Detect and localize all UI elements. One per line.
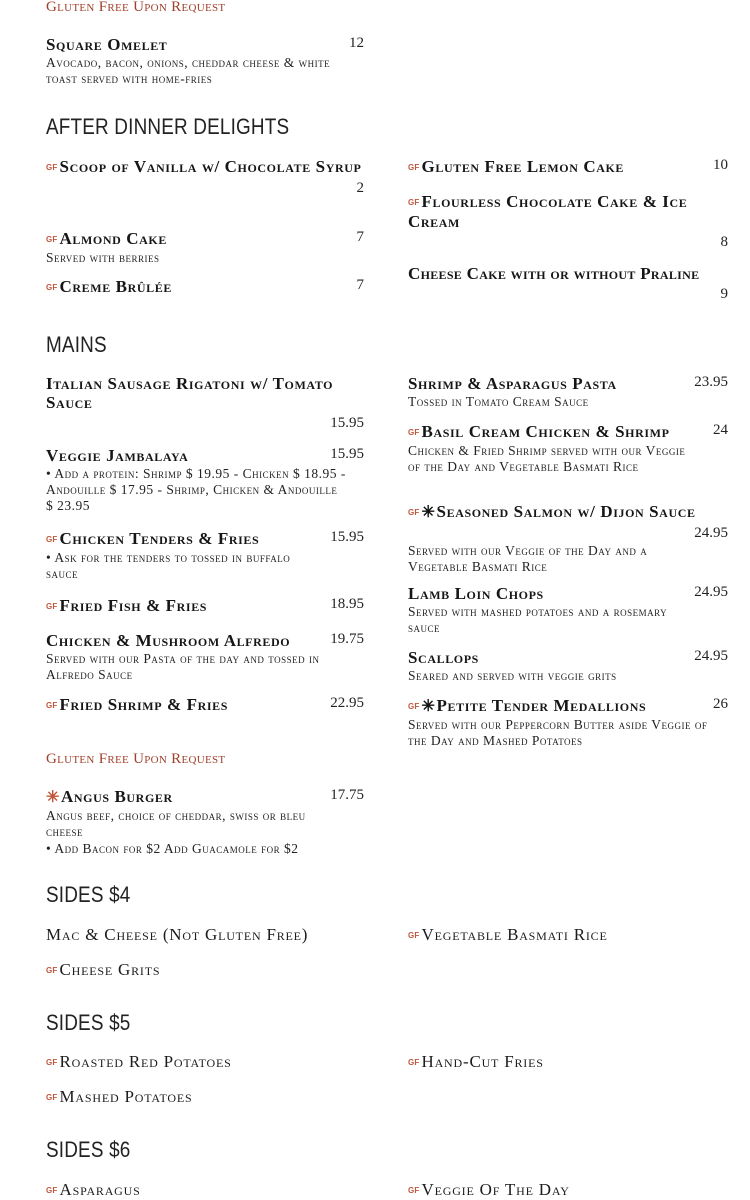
gluten-free-icon: GF xyxy=(408,428,420,437)
gluten-free-icon: GF xyxy=(46,701,58,710)
item-name: Basil Cream Chicken & Shrimp xyxy=(421,422,670,441)
section-title-sides-6: SIDES $6 xyxy=(46,1137,131,1162)
item-description: Angus beef, choice of cheddar, swiss or bleu cheese xyxy=(46,808,306,839)
item-description: Served with our Veggie of the Day and a Vegetable Basmati Rice xyxy=(408,543,648,574)
item-name: Lamb Loin Chops xyxy=(408,584,544,603)
item-name: Chicken & Mushroom Alfredo xyxy=(46,631,291,650)
asterisk-icon: ✳ xyxy=(421,698,436,715)
item-name: Fried Shrimp & Fries xyxy=(59,695,228,714)
menu-item-rigatoni xyxy=(46,374,364,432)
side-item: Mac & Cheese (Not Gluten Free) xyxy=(46,925,309,944)
item-name: Italian Sausage Rigatoni w/ Tomato Sauce xyxy=(46,374,334,412)
item-price: 8 xyxy=(720,234,728,250)
item-name: Flourless Chocolate Cake & Ice Cream xyxy=(408,192,688,231)
gluten-free-icon: GF xyxy=(46,1058,58,1067)
section-title-sides-5: SIDES $5 xyxy=(46,1010,131,1035)
menu-item-petite-tender-medallions xyxy=(408,696,728,749)
item-price: 24.95 xyxy=(694,648,728,664)
menu-item-creme-brulee xyxy=(46,277,364,297)
item-name: Petite Tender Medallions xyxy=(436,696,647,715)
item-price: 24 xyxy=(713,422,728,438)
gluten-free-note: Gluten Free Upon Request xyxy=(46,0,226,15)
item-price: 9 xyxy=(720,286,728,302)
item-price: 2 xyxy=(356,180,364,196)
item-price: 26 xyxy=(713,696,728,712)
item-description: Avocado, bacon, onions, cheddar cheese & white toast served with home-fries xyxy=(46,55,331,86)
item-description: Served with our Pasta of the day and tossed in Alfredo Sauce xyxy=(46,651,320,682)
side-item: GF Mashed Potatoes xyxy=(46,1087,193,1106)
item-addon: • Add Bacon for $2 Add Guacamole for $2 xyxy=(46,841,299,856)
gluten-free-icon: GF xyxy=(408,508,420,517)
menu-item-almond-cake xyxy=(46,229,364,266)
menu-item-fried-fish xyxy=(46,596,364,616)
gluten-free-icon: GF xyxy=(408,163,420,172)
item-price: 19.75 xyxy=(330,631,364,647)
menu-item-chicken-tenders xyxy=(46,529,364,582)
gluten-free-icon: GF xyxy=(46,1186,58,1195)
item-description: • Add a protein: Shrimp $ 19.95 - Chicken $ 18.95 - Andouille $ 17.95 - Shrimp, Chicken & Andouille $ 23.95 xyxy=(46,466,346,513)
item-name: Chicken Tenders & Fries xyxy=(59,529,260,548)
section-title-mains: MAINS xyxy=(46,332,107,357)
item-price: 15.95 xyxy=(330,446,364,462)
item-price: 10 xyxy=(713,157,728,173)
item-price: 24.95 xyxy=(694,525,728,541)
menu-item-seasoned-salmon xyxy=(408,502,728,575)
menu-item-lamb-loin-chops xyxy=(408,584,728,636)
item-price: 15.95 xyxy=(330,415,364,431)
side-item: GF Hand-Cut Fries xyxy=(408,1052,544,1071)
item-name: Scoop of Vanilla w/ Chocolate Syrup xyxy=(59,157,362,176)
item-price: 17.75 xyxy=(330,787,364,803)
side-item: GF Roasted Red Potatoes xyxy=(46,1052,232,1071)
item-name: Shrimp & Asparagus Pasta xyxy=(408,374,617,393)
gluten-free-icon: GF xyxy=(408,198,420,207)
item-price: 7 xyxy=(356,277,364,293)
item-description: Chicken & Fried Shrimp served with our Veggie of the Day and Vegetable Basmati Rice xyxy=(408,443,686,474)
item-name: Fried Fish & Fries xyxy=(59,596,208,615)
item-price: 24.95 xyxy=(694,584,728,600)
side-item: GF Asparagus xyxy=(46,1180,141,1199)
gluten-free-icon: GF xyxy=(46,535,58,544)
menu-item-flourless-cake xyxy=(408,192,728,251)
side-item: GF Vegetable Basmati Rice xyxy=(408,925,608,944)
item-price: 22.95 xyxy=(330,695,364,711)
gluten-free-icon: GF xyxy=(46,1093,58,1102)
item-name: Square Omelet xyxy=(46,35,168,54)
menu-item-angus-burger xyxy=(46,787,364,857)
gluten-free-icon: GF xyxy=(46,966,58,975)
item-description: • Ask for the tenders to tossed in buffalo sauce xyxy=(46,550,291,581)
gluten-free-icon: GF xyxy=(408,931,420,940)
item-description: Seared and served with veggie grits xyxy=(408,668,617,683)
item-price: 12 xyxy=(349,35,364,51)
item-price: 23.95 xyxy=(694,374,728,390)
gluten-free-icon: GF xyxy=(46,602,58,611)
menu-item-fried-shrimp xyxy=(46,695,364,715)
item-name: Scallops xyxy=(408,648,479,667)
menu-item-lemon-cake xyxy=(408,157,728,177)
item-name: Cheese Cake with or without Praline xyxy=(408,264,700,283)
asterisk-icon: ✳ xyxy=(46,789,61,806)
menu-item-shrimp-asparagus-pasta xyxy=(408,374,728,410)
item-name: Seasoned Salmon w/ Dijon Sauce xyxy=(436,502,696,521)
gluten-free-icon: GF xyxy=(46,163,58,172)
menu-item-veggie-jambalaya xyxy=(46,446,364,514)
item-price: 18.95 xyxy=(330,596,364,612)
gluten-free-icon: GF xyxy=(408,1058,420,1067)
item-description: Served with mashed potatoes and a rosemary sauce xyxy=(408,604,668,635)
gluten-free-icon: GF xyxy=(46,283,58,292)
side-item: GF Veggie Of The Day xyxy=(408,1180,570,1199)
item-description: Tossed in Tomato Cream Sauce xyxy=(408,394,589,409)
gluten-free-icon: GF xyxy=(408,702,420,711)
section-title-after-dinner: AFTER DINNER DELIGHTS xyxy=(46,114,290,139)
side-item: GF Cheese Grits xyxy=(46,960,161,979)
menu-item-cheese-cake xyxy=(408,264,728,303)
section-title-sides-4: SIDES $4 xyxy=(46,882,131,907)
item-price: 15.95 xyxy=(330,529,364,545)
menu-item-vanilla-scoop xyxy=(46,157,364,197)
gluten-free-icon: GF xyxy=(46,235,58,244)
item-name: Almond Cake xyxy=(59,229,167,248)
menu-item-chicken-alfredo xyxy=(46,631,364,683)
item-price: 7 xyxy=(356,229,364,245)
item-name: Gluten Free Lemon Cake xyxy=(421,157,625,176)
item-description: Served with our Peppercorn Butter aside Veggie of the Day and Mashed Potatoes xyxy=(408,717,708,748)
menu-item-scallops xyxy=(408,648,728,684)
item-name: Creme Brûlée xyxy=(59,277,172,296)
item-name: Angus Burger xyxy=(61,787,173,806)
item-name: Veggie Jambalaya xyxy=(46,446,189,465)
gluten-free-icon: GF xyxy=(408,1186,420,1195)
menu-item-square-omelet xyxy=(46,35,364,87)
asterisk-icon: ✳ xyxy=(421,504,436,521)
item-description: Served with berries xyxy=(46,250,160,265)
menu-item-basil-cream-chicken xyxy=(408,422,728,475)
gluten-free-note: Gluten Free Upon Request xyxy=(46,751,226,767)
